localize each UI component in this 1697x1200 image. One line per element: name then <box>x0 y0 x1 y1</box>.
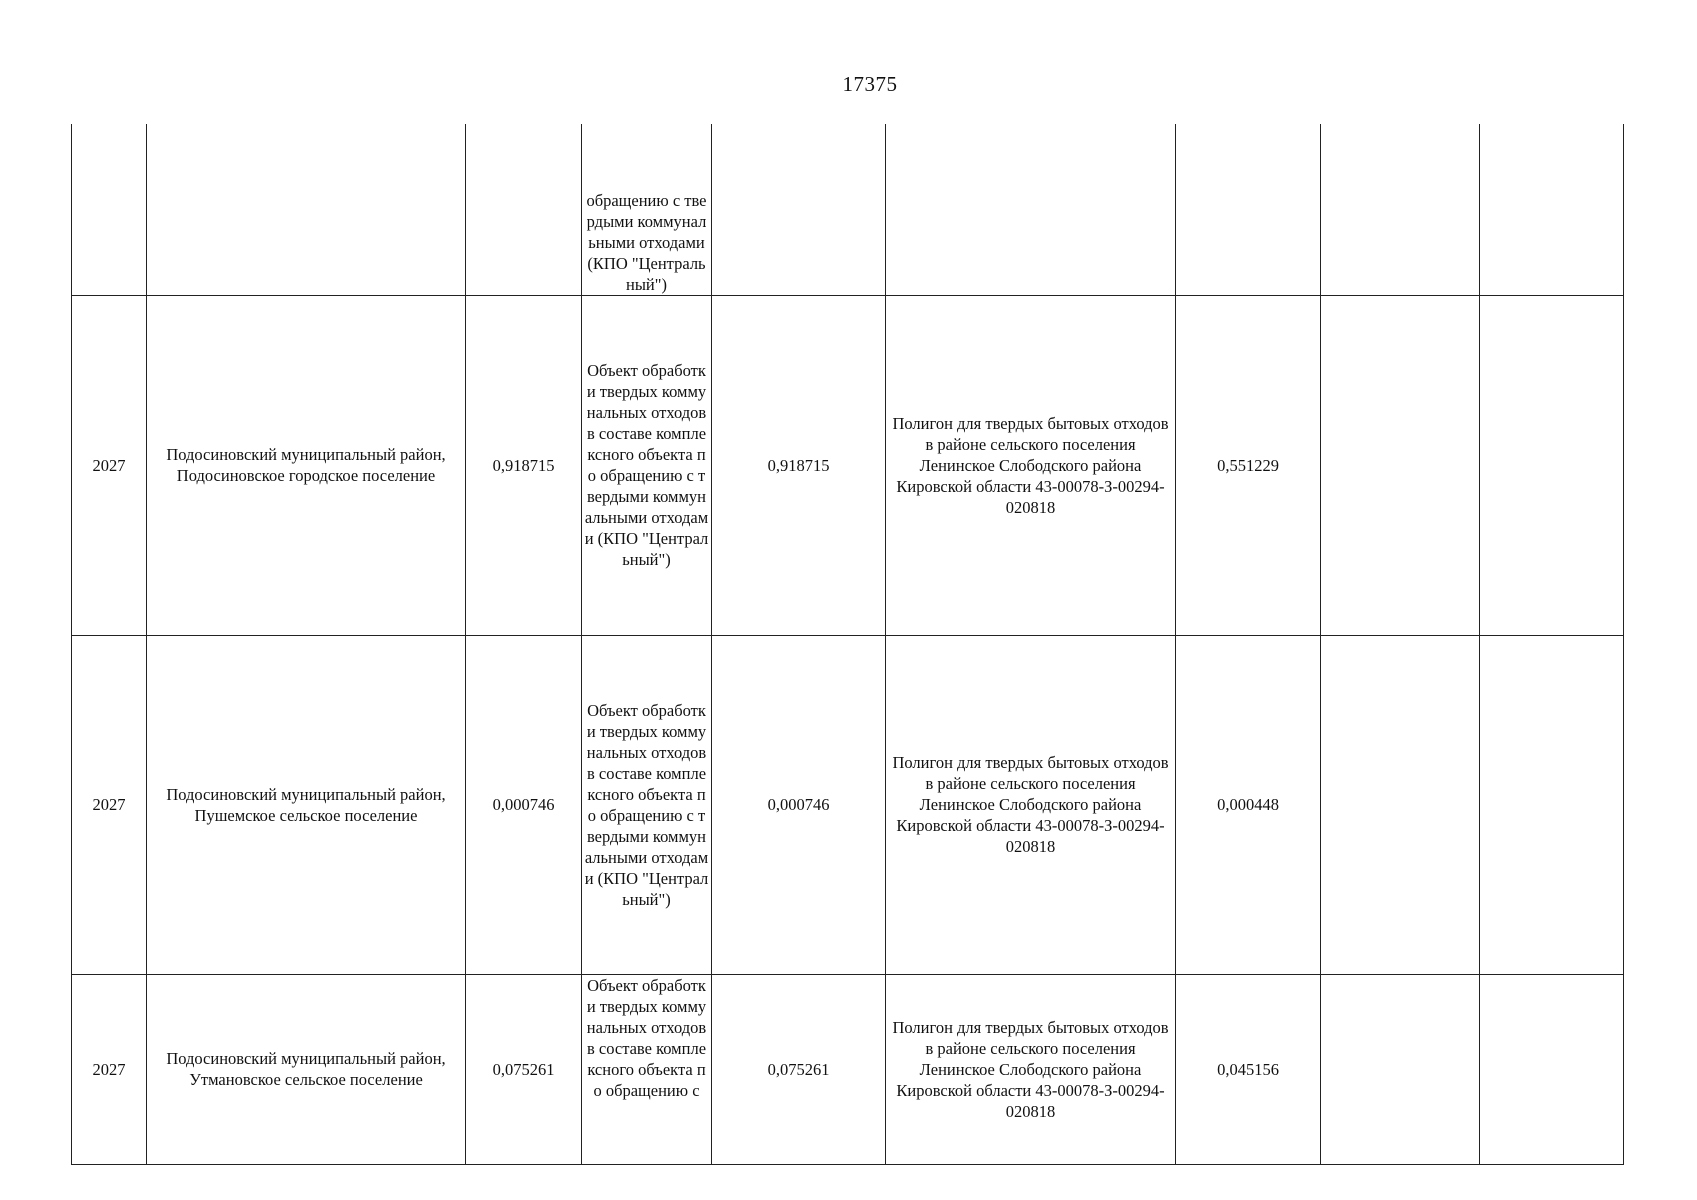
territory-cell: Подосиновский муниципальный район, Утмановское сельское поселение <box>147 974 466 1164</box>
table-row <box>72 295 1624 635</box>
territory-cell: Подосиновский муниципальный район, Пушемское сельское поселение <box>147 635 466 974</box>
processing-object-text: обращению с твердыми коммунальными отходами (КПО "Центральный") <box>586 190 707 294</box>
processing-object-text: Объект обработки твердых коммунальных отходов в составе комплексного объекта по обращению с твердыми коммунальными отходами (КПО "Центральный") <box>584 700 709 909</box>
territory-cell: Подосиновский муниципальный район, Подосиновское городское поселение <box>147 295 466 635</box>
table-row <box>72 124 1624 295</box>
amount-to-landfill-cell: 0,551229 <box>1176 295 1321 635</box>
landfill-cell: Полигон для твердых бытовых отходов в районе сельского поселения Ленинское Слободского района Кировской области 43-00078-З-00294-020818 <box>886 295 1176 635</box>
territory-cell <box>147 124 466 295</box>
empty-cell <box>1480 635 1624 974</box>
table-row <box>72 974 1624 1164</box>
processing-object-cell <box>582 974 712 1164</box>
processing-object-cell <box>582 635 712 974</box>
empty-cell <box>1321 974 1480 1164</box>
processing-object-text: Объект обработки твердых коммунальных отходов в составе комплексного объекта по обращению с <box>586 975 707 1100</box>
year-cell <box>72 124 147 295</box>
empty-cell <box>1480 124 1624 295</box>
amount-cell <box>466 124 582 295</box>
processing-object-cell <box>582 295 712 635</box>
year-cell: 2027 <box>72 974 147 1164</box>
table-row <box>72 635 1624 974</box>
amount-to-landfill-cell: 0,000448 <box>1176 635 1321 974</box>
landfill-cell: Полигон для твердых бытовых отходов в районе сельского поселения Ленинское Слободского района Кировской области 43-00078-З-00294-020818 <box>886 635 1176 974</box>
amount-cell: 0,000746 <box>466 635 582 974</box>
waste-flow-table <box>71 124 1624 1165</box>
empty-cell <box>1321 124 1480 295</box>
page-number: 17375 <box>842 72 898 96</box>
amount-cell: 0,918715 <box>466 295 582 635</box>
amount-to-processing-cell: 0,000746 <box>712 635 886 974</box>
empty-cell <box>1480 295 1624 635</box>
amount-to-landfill-cell: 0,045156 <box>1176 974 1321 1164</box>
year-cell: 2027 <box>72 295 147 635</box>
amount-cell: 0,075261 <box>466 974 582 1164</box>
empty-cell <box>1480 974 1624 1164</box>
year-cell: 2027 <box>72 635 147 974</box>
amount-to-landfill-cell <box>1176 124 1321 295</box>
amount-to-processing-cell: 0,918715 <box>712 295 886 635</box>
processing-object-text: Объект обработки твердых коммунальных отходов в составе комплексного объекта по обращению с твердыми коммунальными отходами (КПО "Центральный") <box>584 361 709 569</box>
empty-cell <box>1321 635 1480 974</box>
amount-to-processing-cell <box>712 124 886 295</box>
landfill-cell <box>886 124 1176 295</box>
processing-object-cell <box>582 124 712 295</box>
amount-to-processing-cell: 0,075261 <box>712 974 886 1164</box>
landfill-cell: Полигон для твердых бытовых отходов в районе сельского поселения Ленинское Слободского района Кировской области 43-00078-З-00294-020818 <box>886 974 1176 1164</box>
empty-cell <box>1321 295 1480 635</box>
